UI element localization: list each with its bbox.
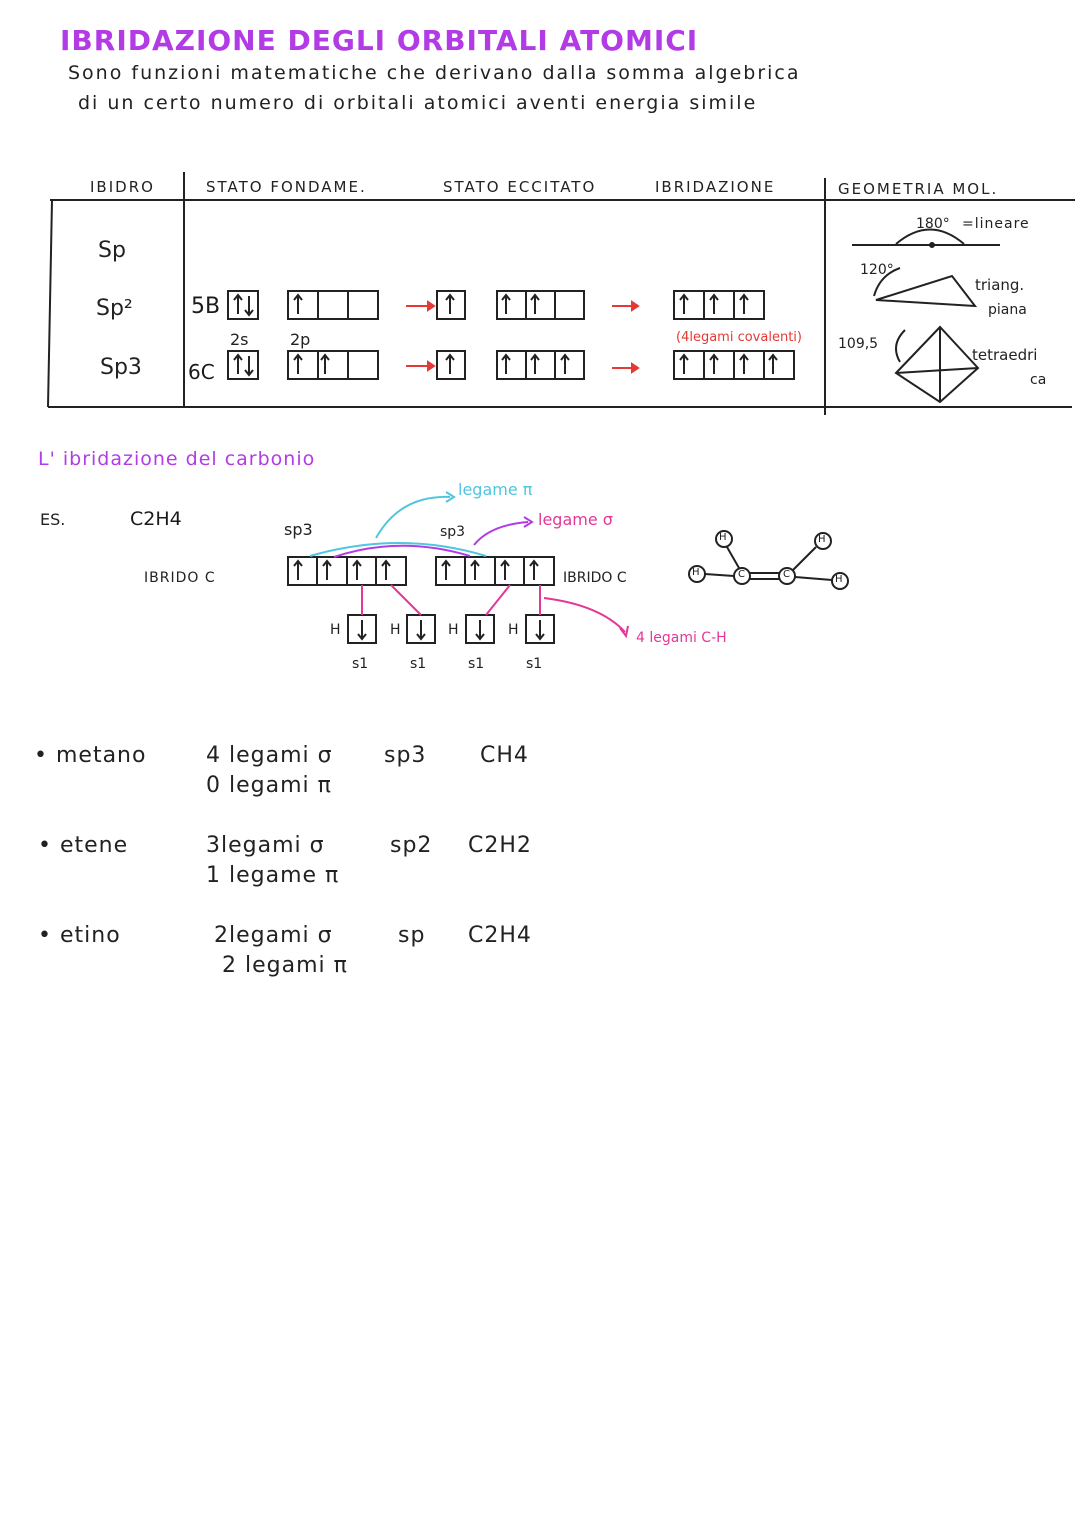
list-item-pi: 0 legami π bbox=[206, 773, 332, 798]
page-title: IBRIDAZIONE DEGLI ORBITALI ATOMICI bbox=[60, 24, 699, 57]
h-label-2: H bbox=[390, 622, 401, 638]
sp3-left-label: sp3 bbox=[284, 520, 313, 539]
sigma-bond-label: legame σ bbox=[538, 510, 613, 529]
element-carbon: 6C bbox=[188, 360, 215, 384]
section-title: L' ibridazione del carbonio bbox=[38, 448, 316, 470]
list-item-formula: C2H4 bbox=[468, 923, 532, 948]
ibrido-c-right: IBRIDO C bbox=[563, 570, 627, 586]
trigonal-angle: 120° bbox=[860, 262, 894, 278]
transition-arrows bbox=[406, 302, 638, 372]
tetrahedral-angle: 109,5 bbox=[838, 336, 879, 352]
sp3-right-label: sp3 bbox=[440, 524, 466, 540]
list-item-hyb: sp2 bbox=[390, 833, 433, 858]
atom-c-1: C bbox=[738, 569, 745, 580]
h-label-1: H bbox=[330, 622, 341, 638]
list-item-sigma: 2legami σ bbox=[214, 923, 333, 948]
h-label-3: H bbox=[448, 622, 459, 638]
list-item-name: etene bbox=[59, 833, 129, 858]
header-stato-eccitato: STATO ECCITATO bbox=[443, 178, 597, 196]
tetrahedral-label-1: tetraedri bbox=[972, 346, 1038, 364]
linear-label: =lineare bbox=[962, 216, 1030, 232]
list-item-formula: C2H2 bbox=[468, 833, 532, 858]
example-label: ES. bbox=[40, 510, 66, 529]
tetrahedral-label-2: ca bbox=[1030, 372, 1047, 388]
list-item-sigma: 3legami σ bbox=[206, 833, 325, 858]
list-item-formula: CH4 bbox=[480, 743, 529, 768]
list-item-name: metano bbox=[55, 743, 147, 768]
list-item-sigma: 4 legami σ bbox=[206, 743, 333, 768]
linear-geometry-drawing bbox=[852, 230, 1000, 248]
s-label-1: s1 bbox=[352, 656, 369, 672]
hybrid-c-boxes-left bbox=[288, 557, 406, 585]
element-boron: 5B bbox=[191, 294, 221, 319]
ibrido-c-left: IBRIDO C bbox=[144, 570, 216, 586]
list-item-name: etino bbox=[59, 923, 121, 948]
intro-line-1: Sono funzioni matematiche che derivano dalla somma algebrica bbox=[68, 62, 801, 84]
s-label-4: s1 bbox=[526, 656, 543, 672]
atom-h-2: H bbox=[719, 532, 727, 543]
hybrid-sp3: Sp3 bbox=[100, 355, 142, 380]
trigonal-label-2: piana bbox=[988, 302, 1027, 318]
linear-angle: 180° bbox=[916, 216, 950, 232]
header-stato-fondamentale: STATO FONDAME. bbox=[206, 178, 367, 196]
hybrid-c-boxes-right bbox=[436, 557, 554, 585]
header-geometria: GEOMETRIA MOL. bbox=[838, 180, 999, 198]
header-ibridazione: IBRIDAZIONE bbox=[655, 178, 776, 196]
trigonal-label-1: triang. bbox=[975, 276, 1025, 294]
atom-h-3: H bbox=[818, 534, 826, 545]
atom-c-2: C bbox=[783, 569, 790, 580]
list-item-etino: • etino bbox=[38, 923, 121, 948]
orbital-label-2s: 2s bbox=[230, 330, 249, 349]
list-item-metano: • metano bbox=[34, 743, 147, 768]
hybrid-sp: Sp bbox=[98, 238, 126, 263]
atom-h-4: H bbox=[835, 574, 843, 585]
sigma-arc bbox=[334, 517, 532, 557]
h-label-4: H bbox=[508, 622, 519, 638]
example-formula: C2H4 bbox=[130, 508, 182, 530]
orbital-label-2p: 2p bbox=[290, 330, 311, 349]
tetrahedral-geometry-drawing bbox=[896, 327, 978, 402]
list-item-hyb: sp3 bbox=[384, 743, 427, 768]
covalent-bonds-note: (4legami covalenti) bbox=[676, 330, 802, 345]
list-item-pi: 2 legami π bbox=[222, 953, 348, 978]
header-ibrido: IBIDRO bbox=[90, 178, 155, 196]
pi-bond-label: legame π bbox=[458, 480, 533, 499]
s-label-2: s1 bbox=[410, 656, 427, 672]
hybrid-sp2: Sp² bbox=[96, 296, 133, 321]
list-item-hyb: sp bbox=[398, 923, 426, 948]
list-item-etene: • etene bbox=[38, 833, 129, 858]
intro-line-2: di un certo numero di orbitali atomici aventi energia simile bbox=[78, 92, 758, 114]
sp3-orbital-boxes bbox=[228, 351, 794, 379]
atom-h-1: H bbox=[692, 567, 700, 578]
s-label-3: s1 bbox=[468, 656, 485, 672]
list-item-pi: 1 legame π bbox=[206, 863, 340, 888]
ch-bonds-label: 4 legami C-H bbox=[636, 630, 727, 646]
